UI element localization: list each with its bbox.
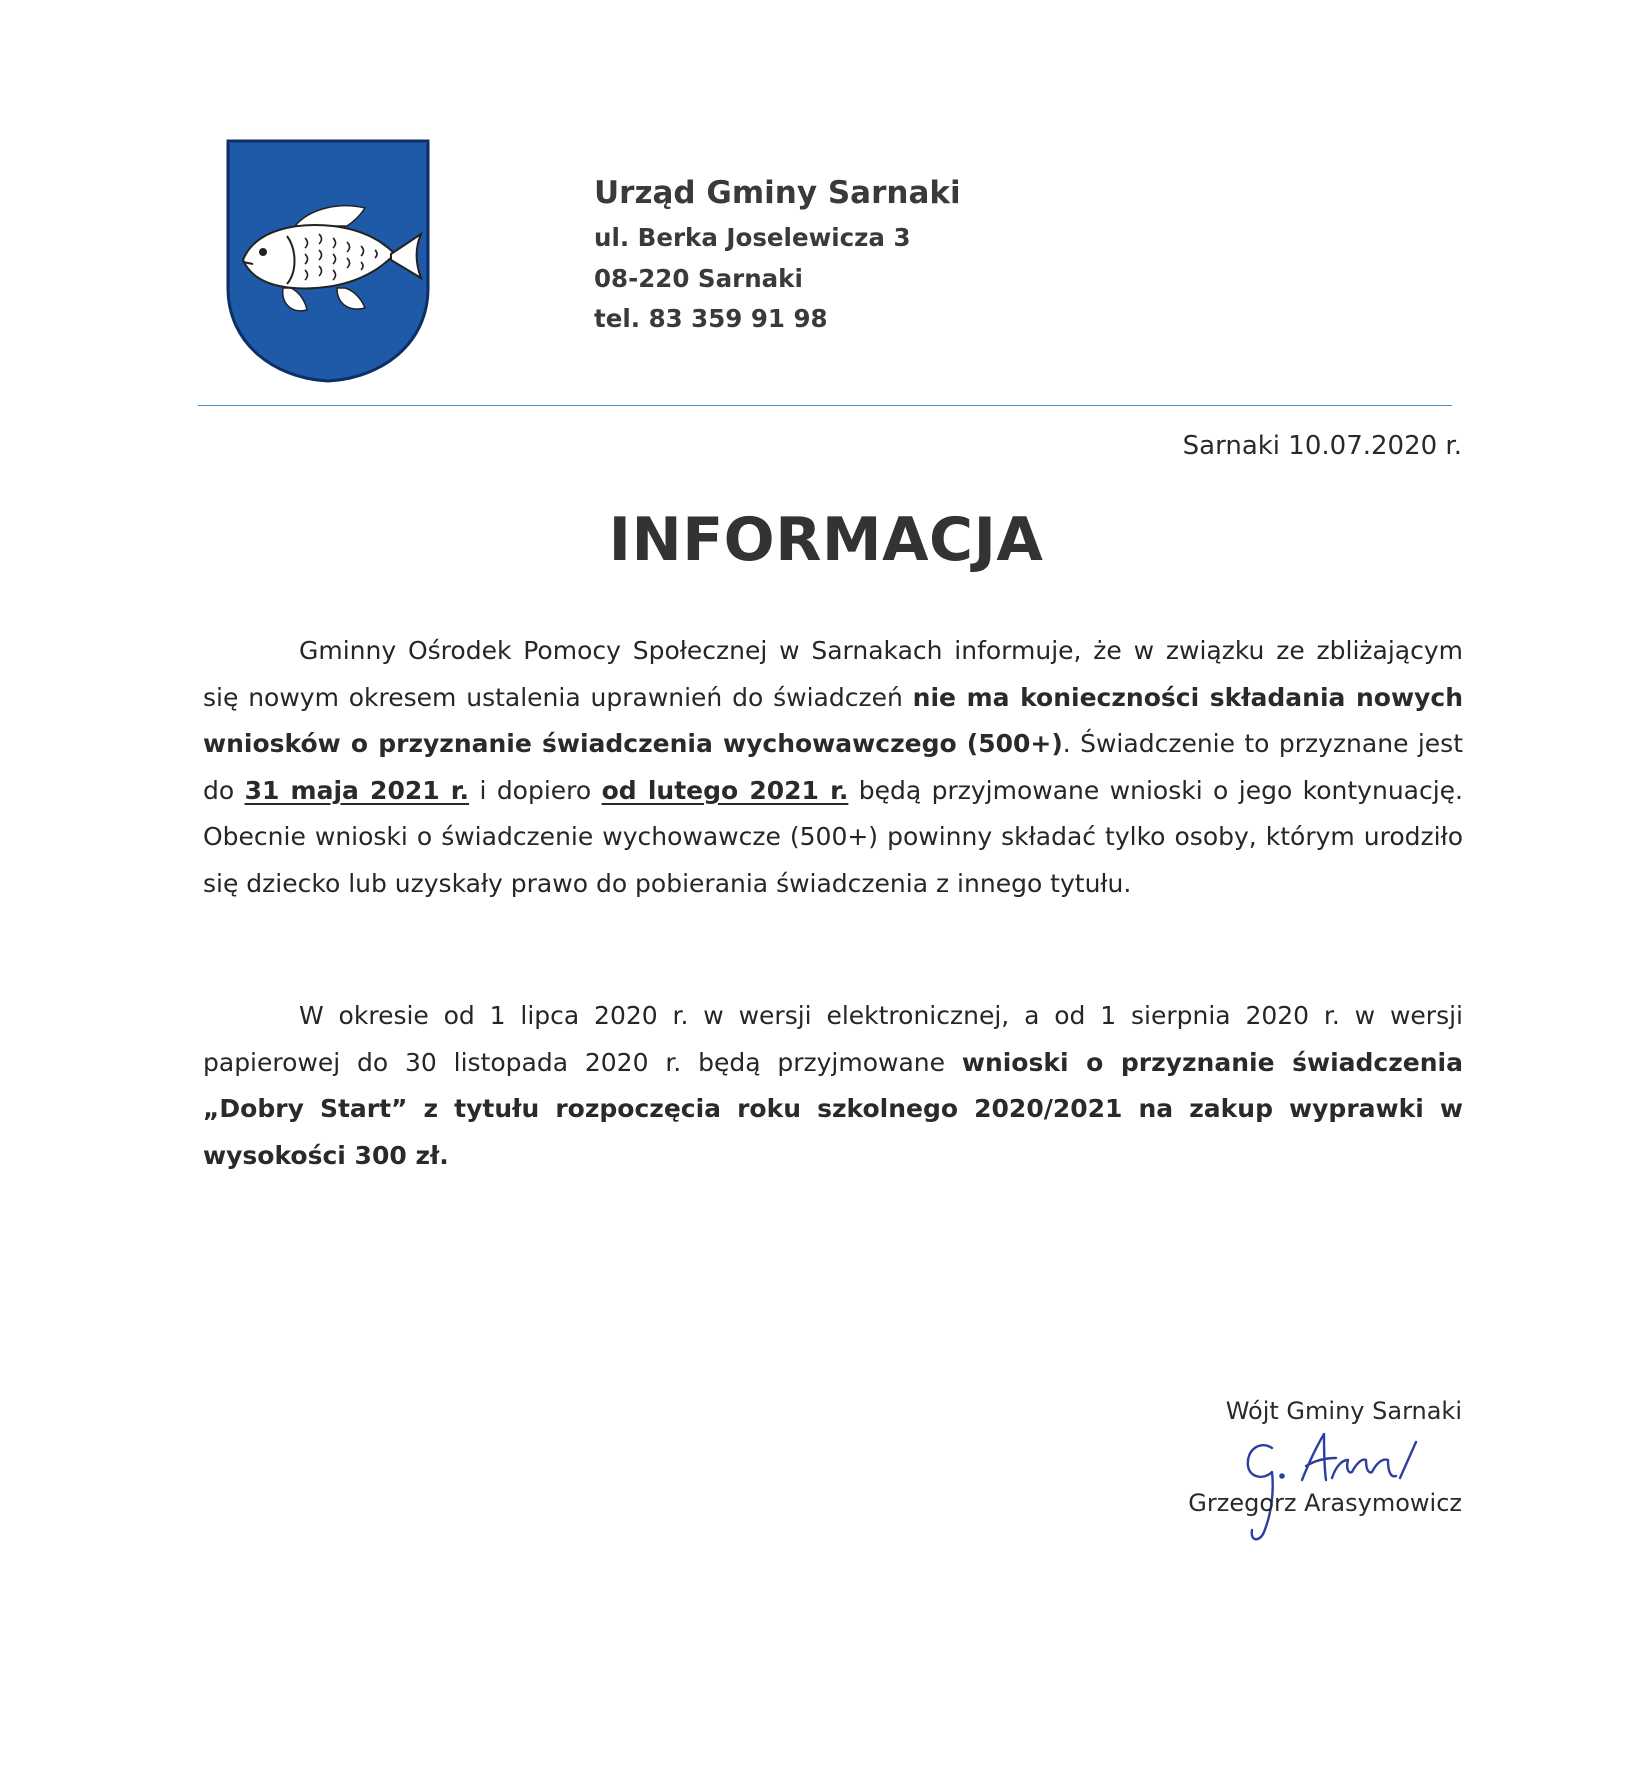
para1-deadline-date: 31 maja 2021 r. (244, 775, 470, 805)
para2-bold-notice: wnioski o przyznanie świadczenia „Dobry Start” z tytułu rozpoczęcia roku szkolnego 2020/2021 na zakup wyprawki w wysokości 300 zł. (203, 1047, 1463, 1170)
phone-number: tel. 83 359 91 98 (594, 304, 828, 333)
para1-text-d: będą przyjmowane wnioski o jego kontynuację. Obecnie wnioski o świadczenie wychowawcze (500+) powinny składać tylko osoby, którym urodziło się dziecko lub uzyskały prawo do pobierania świadczenia z innego tytułu. (203, 775, 1463, 898)
header-divider (198, 405, 1452, 406)
handwritten-signature (1220, 1420, 1460, 1550)
address-postal: 08-220 Sarnaki (594, 263, 803, 293)
organization-name: Urząd Gminy Sarnaki (594, 175, 961, 211)
para1-text-c: i dopiero (469, 775, 602, 805)
para1-start-date: od lutego 2021 r. (601, 775, 849, 805)
signatory-name: Grzegorz Arasymowicz (1188, 1489, 1462, 1517)
paragraph-1 (203, 628, 1463, 908)
para1-text-a: Gminny Ośrodek Pomocy Społecznej w Sarnakach informuje, że w związku ze zbliżającym się nowym okresem ustalenia uprawnień do świadczeń (203, 636, 1463, 712)
document-title: INFORMACJA (608, 505, 1044, 575)
para2-text-a: W okresie od 1 lipca 2020 r. w wersji elektronicznej, a od 1 sierpnia 2020 r. w wersji papierowej do 30 listopada 2020 r. będą przyjmowane (203, 1001, 1463, 1077)
coat-of-arms-fish-icon (225, 138, 431, 384)
letterhead (594, 172, 961, 340)
para1-bold-notice: nie ma konieczności składania nowych wniosków o przyznanie świadczenia wychowawczego (500+) (203, 682, 1463, 759)
address-street: ul. Berka Joselewicza 3 (594, 223, 911, 252)
para1-text-b: . Świadczenie to przyznane jest do (203, 729, 1463, 805)
signatory-role: Wójt Gminy Sarnaki (1225, 1397, 1462, 1425)
document-date: Sarnaki 10.07.2020 r. (1182, 431, 1462, 461)
paragraph-2 (203, 993, 1463, 1179)
